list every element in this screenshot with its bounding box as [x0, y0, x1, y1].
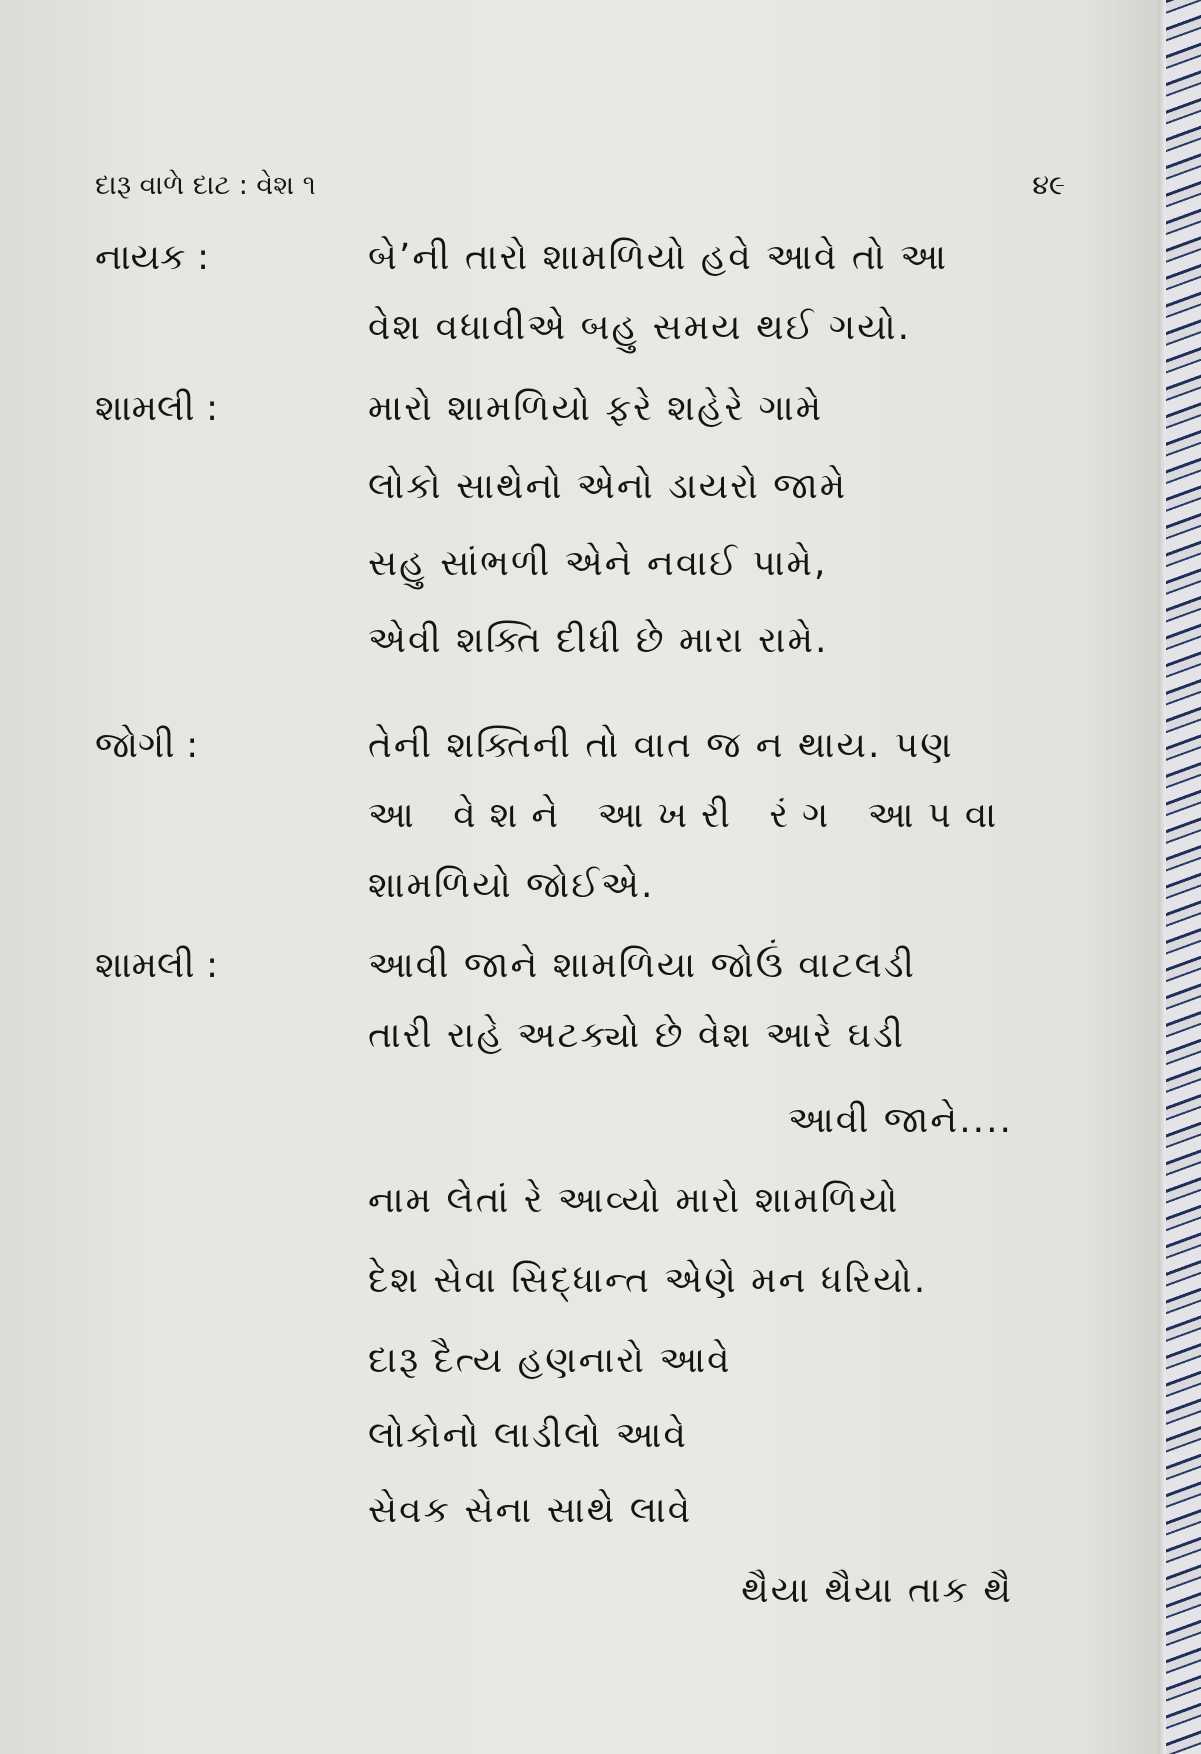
dialogue-line: શામળિયો જોઈએ.	[368, 865, 655, 906]
dialogue-line: આવી જાને....	[787, 1100, 1013, 1141]
book-binding	[1166, 0, 1201, 1754]
dialogue-line: એવી શક્તિ દીધી છે મારા રામે.	[368, 620, 829, 661]
dialogue-line: લોકો સાથેનો એનો ડાયરો જામે	[368, 466, 848, 507]
speaker-name: જોગી :	[95, 725, 199, 766]
running-head: દારૂ વાળે દાટ : વેશ ૧	[95, 170, 316, 201]
dialogue-line: દારૂ દૈત્ય હણનારો આવે	[368, 1340, 732, 1381]
speech-block	[95, 388, 1095, 688]
dialogue-line: બે’ની તારો શામળિયો હવે આવે તો આ	[368, 237, 949, 278]
page-number: ૪૯	[1032, 170, 1065, 201]
dialogue-line: દેશ સેવા સિદ્ધાન્ત એણે મન ધરિયો.	[368, 1260, 928, 1301]
speaker-name: નાયક :	[95, 237, 210, 278]
dialogue-line: આ વેશને આખરી રંગ આપવા	[368, 795, 1011, 836]
dialogue-line: સહુ સાંભળી એને નવાઈ પામે,	[368, 543, 828, 584]
dialogue-line: લોકોનો લાડીલો આવે	[368, 1415, 688, 1456]
dialogue-line: સેવક સેના સાથે લાવે	[368, 1490, 693, 1531]
dialogue-line: નામ લેતાં રે આવ્યો મારો શામળિયો	[368, 1180, 900, 1221]
dialogue-line: થૈયા થૈયા તાક થૈ	[741, 1570, 1013, 1611]
speech-block	[95, 725, 1095, 925]
dialogue-line: વેશ વધાવીએ બહુ સમય થઈ ગયો.	[368, 307, 912, 348]
speaker-name: શામલી :	[95, 388, 219, 429]
speech-block	[95, 237, 1095, 357]
dialogue-line: આવી જાને શામળિયા જોઉં વાટલડી	[368, 945, 916, 986]
dialogue-line: તારી રાહે અટક્યો છે વેશ આરે ઘડી	[368, 1015, 906, 1056]
page-header	[95, 170, 1065, 210]
dialogue-line: તેની શક્તિની તો વાત જ ન થાય. પણ	[368, 725, 954, 766]
speech-block	[95, 945, 1095, 1665]
speaker-name: શામલી :	[95, 945, 219, 986]
dialogue-line: મારો શામળિયો ફરે શહેરે ગામે	[368, 388, 824, 429]
